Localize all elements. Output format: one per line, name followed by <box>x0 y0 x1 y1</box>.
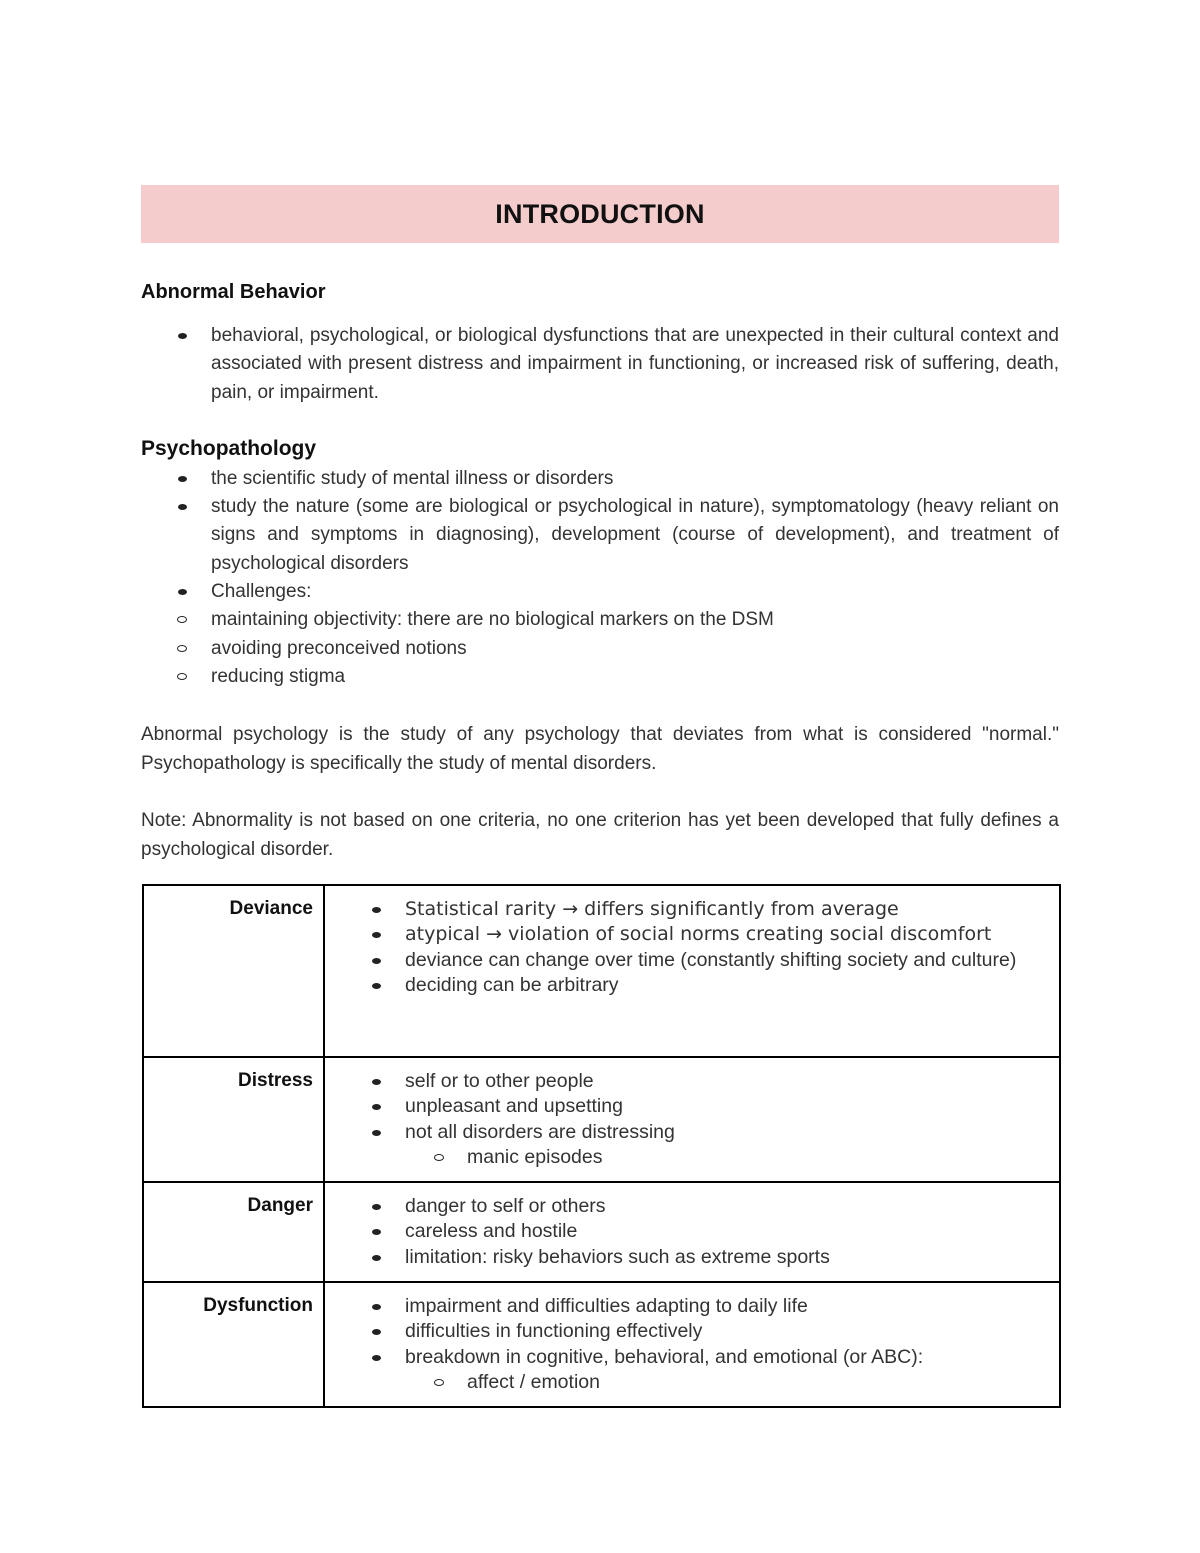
list-item: not all disorders are distressing <box>325 1120 1047 1145</box>
list-item: limitation: risky behaviors such as extreme sports <box>325 1245 1047 1270</box>
table-row-danger <box>143 1182 1060 1282</box>
heading-psychopathology: Psychopathology <box>141 436 317 460</box>
paragraph-definition: Abnormal psychology is the study of any psychology that deviates from what is considered "normal." Psychopathology is specifically the study of mental disorders. <box>141 724 1059 774</box>
list-item: reducing stigma <box>141 663 1059 691</box>
list-item: difficulties in functioning effectively <box>325 1319 1047 1344</box>
list-item: study the nature (some are biological or psychological in nature), symptomatology (heavy reliant on signs and symptoms in diagnosing), development (course of development), and treatment of psychological disorders <box>141 493 1059 578</box>
dysfunction-list <box>325 1294 1047 1370</box>
list-item: maintaining objectivity: there are no biological markers on the DSM <box>141 606 1059 634</box>
list-item: deciding can be arbitrary <box>325 973 1047 998</box>
criteria-table <box>142 884 1061 1408</box>
table-row-deviance <box>143 885 1060 1057</box>
row-label: Deviance <box>143 885 324 1057</box>
list-item: danger to self or others <box>325 1194 1047 1219</box>
list-item: avoiding preconceived notions <box>141 635 1059 663</box>
row-label: Danger <box>143 1182 324 1282</box>
abnormal-behavior-list <box>141 322 1059 407</box>
psychopathology-list <box>141 465 1059 691</box>
list-item: affect / emotion <box>396 1370 1047 1395</box>
deviance-list <box>325 897 1047 998</box>
distress-sublist <box>396 1145 1047 1170</box>
row-label: Distress <box>143 1057 324 1182</box>
row-content <box>324 1057 1060 1182</box>
row-content <box>324 885 1060 1057</box>
document-page <box>141 185 1059 865</box>
title-banner <box>141 185 1059 243</box>
list-item: deviance can change over time (constantly shifting society and culture) <box>325 948 1047 973</box>
list-item: careless and hostile <box>325 1219 1047 1244</box>
row-label: Dysfunction <box>143 1282 324 1407</box>
paragraph-note: Note: Abnormality is not based on one criteria, no one criterion has yet been developed that fully defines a psychological disorder. <box>141 810 1059 861</box>
challenges-list <box>141 606 1059 691</box>
row-content <box>324 1282 1060 1407</box>
list-item <box>141 578 1059 691</box>
table-row-dysfunction <box>143 1282 1060 1407</box>
table-row-distress <box>143 1057 1060 1182</box>
challenges-label: Challenges: <box>211 581 312 603</box>
list-item: behavioral, psychological, or biological dysfunctions that are unexpected in their cultural context and associated with present distress and impairment in functioning, or increased risk of suffering, death, pain, or impairment. <box>141 322 1059 407</box>
dysfunction-sublist <box>396 1370 1047 1395</box>
page-title: INTRODUCTION <box>495 198 705 229</box>
list-item: breakdown in cognitive, behavioral, and emotional (or ABC): <box>325 1345 1047 1370</box>
list-item: unpleasant and upsetting <box>325 1094 1047 1119</box>
row-content <box>324 1182 1060 1282</box>
distress-list <box>325 1069 1047 1145</box>
list-item: Statistical rarity → differs significantly from average <box>325 897 1047 922</box>
list-item: self or to other people <box>325 1069 1047 1094</box>
danger-list <box>325 1194 1047 1270</box>
list-item: impairment and difficulties adapting to daily life <box>325 1294 1047 1319</box>
heading-abnormal-behavior: Abnormal Behavior <box>141 281 326 303</box>
list-item: atypical → violation of social norms creating social discomfort <box>325 922 1047 947</box>
list-item: the scientific study of mental illness or disorders <box>141 465 1059 493</box>
list-item: manic episodes <box>396 1145 1047 1170</box>
